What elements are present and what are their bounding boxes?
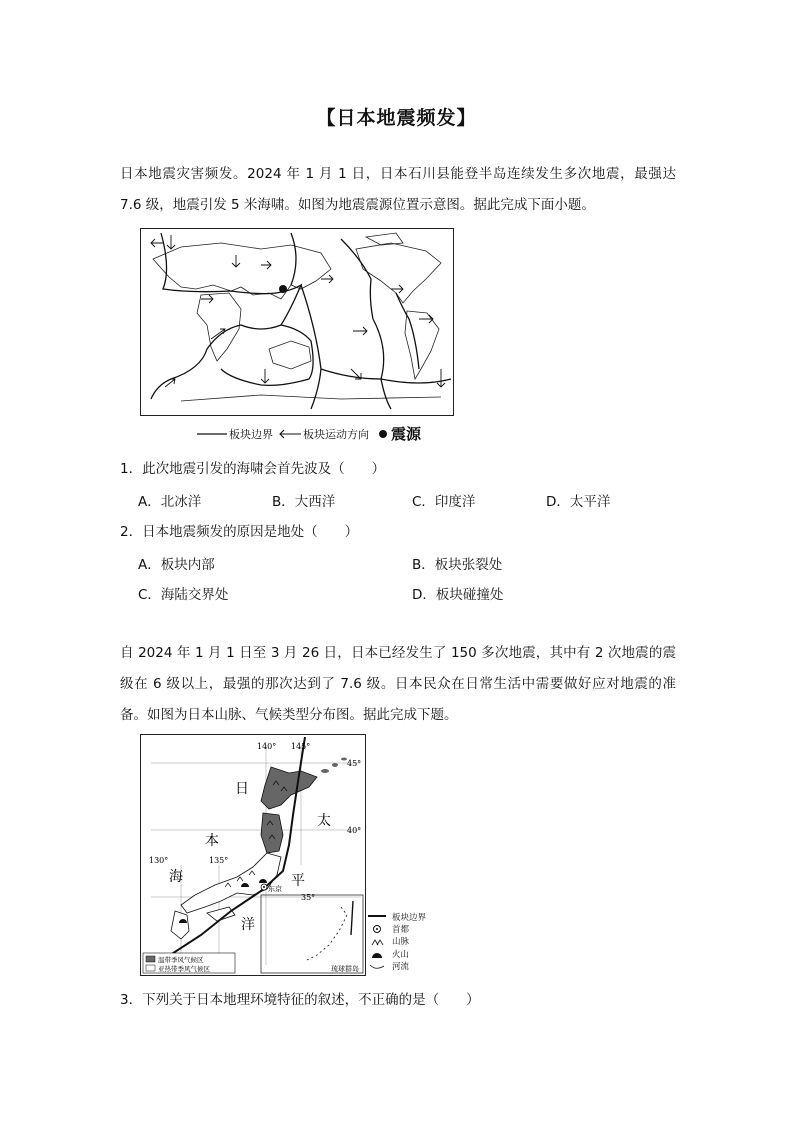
plate-arrow xyxy=(261,261,271,269)
ryukyu-label: 琉球群岛 xyxy=(331,965,359,973)
q1-option-b: B．大西洋 xyxy=(272,494,336,510)
sea-label-hai: 海 xyxy=(169,869,183,885)
plate-arrow xyxy=(261,369,269,383)
kyushu-shape xyxy=(171,911,189,939)
sea-label-ri: 日 xyxy=(235,781,249,797)
plate-arrow xyxy=(419,315,433,323)
legend-boundary-icon xyxy=(368,912,388,920)
tokyo-label: 东京 xyxy=(268,885,282,893)
legend-capital-icon xyxy=(368,924,388,934)
plate-arrow xyxy=(165,379,175,387)
north-america-outline xyxy=(356,243,441,303)
intro-paragraph-2: 自 2024 年 1 月 1 日至 3 月 26 日，日本已经发生了 150 多次地震，其中有 2 次地震的震级在 6 级以上，最强的那次达到了 7.6 级。日本民众在日常生活中需要做好应对地震的准备。如图为日本山脉、气候类型分布图。据此完成下题。 xyxy=(120,645,676,723)
plate-boundary-2 xyxy=(221,325,313,385)
question-1-stem: 1．此次地震引发的海啸会首先波及（ ） xyxy=(120,461,386,477)
legend-volcano-icon xyxy=(368,950,388,960)
page-title: 【日本地震频发】 xyxy=(316,107,477,129)
legend-capital-text: 首都 xyxy=(392,925,410,935)
plate-boundary-5 xyxy=(373,319,391,409)
lon-label-140: 140° xyxy=(257,742,277,751)
hokkaido-shape xyxy=(261,767,317,809)
plate-arrow xyxy=(232,255,240,267)
question-2-stem: 2．日本地震频发的原因是地处（ ） xyxy=(120,524,359,540)
question-3-stem: 3．下列关于日本地理环境特征的叙述，不正确的是（ ） xyxy=(120,992,480,1008)
plate-arrow xyxy=(391,285,403,293)
plate-arrow xyxy=(321,275,333,283)
legend-direction-label: 板块运动方向 xyxy=(303,427,369,441)
legend-mountain-text: 山脉 xyxy=(392,937,410,947)
plate-boundary-4 xyxy=(301,285,321,409)
q2-option-c: C．海陆交界处 xyxy=(138,587,229,603)
climate-legend-temperate: 温带季风气候区 xyxy=(158,956,204,964)
australia-outline xyxy=(269,341,311,369)
tohoku-shape xyxy=(261,813,283,853)
antarctica-outline xyxy=(181,395,441,401)
motion-arrow-icon xyxy=(277,429,303,439)
lon-label-130: 130° xyxy=(149,856,169,865)
sea-label-ben: 本 xyxy=(205,833,219,849)
japan-map-svg xyxy=(141,735,365,975)
ryukyu-inset-frame xyxy=(261,895,363,973)
boundary-line-icon xyxy=(195,429,229,439)
legend-river-icon xyxy=(368,962,388,972)
world-plate-map-svg xyxy=(141,229,453,415)
lon-label-135: 135° xyxy=(209,856,229,865)
plate-arrow xyxy=(151,239,163,247)
map1-legend xyxy=(195,423,421,444)
plate-arrow xyxy=(437,369,445,387)
plate-boundary-7 xyxy=(321,369,451,383)
plate-arrow xyxy=(201,295,213,303)
plate-arrow xyxy=(353,327,367,335)
q2-option-a: A．板块内部 xyxy=(138,557,215,573)
lon-label-145: 145° xyxy=(291,742,311,751)
q2-option-d: D．板块碰撞处 xyxy=(412,587,504,603)
plate-boundary-6 xyxy=(396,293,419,369)
q1-option-a: A．北冰洋 xyxy=(138,494,202,510)
climate-legend-subtropical: 亚热带季风气候区 xyxy=(158,965,210,973)
plate-boundary-3 xyxy=(291,233,296,285)
japan-map xyxy=(140,734,366,976)
subtropical-swatch xyxy=(146,965,155,971)
legend-epicenter-label: 震源 xyxy=(391,425,422,443)
ocean-label-ping: 平 xyxy=(291,873,305,889)
lat-label-35: 35° xyxy=(301,893,316,902)
inset-plate-boundary xyxy=(351,901,353,935)
ryukyu-islands-chain xyxy=(305,907,347,961)
ocean-label-yang: 洋 xyxy=(241,917,255,933)
plate-boundary-1 xyxy=(151,233,301,399)
ocean-label-tai: 太 xyxy=(317,813,331,829)
legend-volcano-text: 火山 xyxy=(392,950,410,960)
temperate-swatch xyxy=(146,956,155,962)
legend-boundary-text: 板块边界 xyxy=(392,913,427,923)
q1-option-c: C．印度洋 xyxy=(412,494,476,510)
legend-mountain-icon xyxy=(368,937,388,947)
world-plate-map xyxy=(140,228,454,416)
q2-option-b: B．板块张裂处 xyxy=(412,557,503,573)
legend-river-text: 河流 xyxy=(392,962,410,972)
legend-boundary-label: 板块边界 xyxy=(229,427,273,441)
plate-arrow xyxy=(167,235,175,249)
q1-option-d: D．太平洋 xyxy=(546,494,611,510)
epicenter-icon xyxy=(375,429,391,439)
lat-label-45: 45° xyxy=(347,759,362,768)
lat-label-40: 40° xyxy=(347,826,362,835)
kuril-islands xyxy=(321,758,347,774)
epicenter-dot xyxy=(279,285,287,293)
intro-paragraph-1: 日本地震灾害频发。2024 年 1 月 1 日，日本石川县能登半岛连续发生多次地震，最强达 7.6 级，地震引发 5 米海啸。如图为地震震源位置示意图。据此完成下面小题。 xyxy=(120,166,676,213)
greenland-outline xyxy=(366,233,403,245)
plate-arrow xyxy=(211,329,225,339)
